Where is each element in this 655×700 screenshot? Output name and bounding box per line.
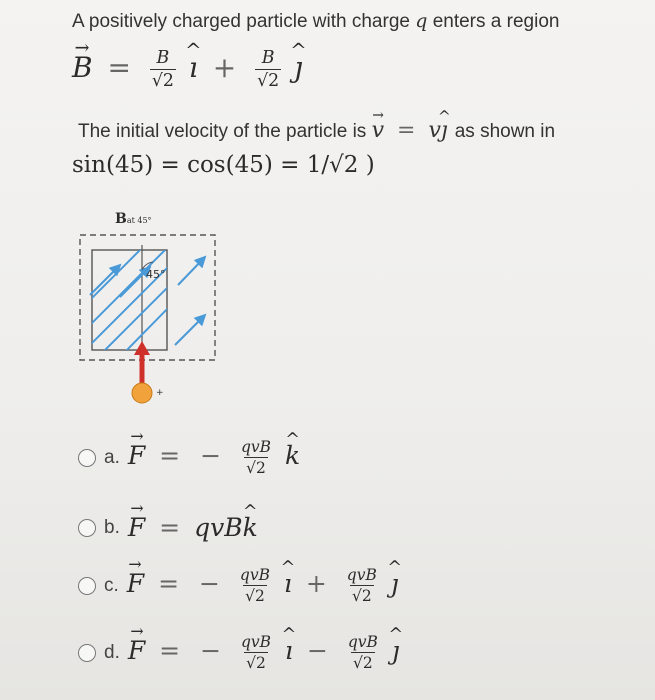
field-arrow-3 bbox=[178, 257, 205, 285]
option-c-equals: = bbox=[158, 569, 180, 598]
velocity-tail-text: as shown in bbox=[454, 121, 556, 142]
option-d-num2: qvB bbox=[347, 633, 378, 651]
option-a[interactable] bbox=[78, 438, 300, 477]
trig-identity: sin(45) = cos(45) = 1/√2 ) bbox=[72, 152, 375, 178]
field-diagram bbox=[70, 205, 230, 425]
option-d-equals: = bbox=[159, 636, 181, 665]
option-a-sign: − bbox=[200, 441, 222, 470]
option-d-unit1: ^ ı bbox=[285, 636, 293, 665]
plus-sign: + bbox=[212, 51, 237, 84]
option-b-equals: = bbox=[159, 513, 181, 542]
option-a-unit: ^ k bbox=[285, 441, 300, 470]
velocity-statement bbox=[78, 118, 555, 143]
option-c-unit1: ^ ı bbox=[284, 569, 292, 598]
velocity-text: The initial velocity of the particle is bbox=[78, 121, 367, 142]
velocity-vector-symbol: → v bbox=[372, 118, 384, 143]
unit-vector-j: ^ ȷ bbox=[294, 51, 303, 84]
option-a-den: √2 bbox=[246, 459, 266, 477]
option-b-force: → F bbox=[128, 513, 145, 542]
field-vector-symbol: → B bbox=[72, 51, 93, 84]
velocity-arrow-head bbox=[134, 341, 150, 355]
option-d-op: − bbox=[306, 636, 328, 665]
field-fraction-y-num: B bbox=[261, 48, 275, 68]
unit-vector-i: ^ ı bbox=[189, 51, 198, 84]
field-fraction-y bbox=[255, 48, 281, 91]
option-c-num2: qvB bbox=[346, 566, 377, 584]
magnetic-field-equation bbox=[72, 48, 303, 91]
field-fraction-x-den: √2 bbox=[151, 71, 174, 91]
option-c-letter: c. bbox=[104, 574, 119, 596]
option-a-radio[interactable] bbox=[78, 449, 96, 467]
option-c-num1: qvB bbox=[239, 566, 270, 584]
option-a-num: qvB bbox=[240, 438, 272, 456]
charged-particle bbox=[132, 383, 152, 403]
option-d-num1: qvB bbox=[240, 633, 272, 651]
option-d-letter: d. bbox=[104, 641, 120, 663]
option-c-op: + bbox=[305, 569, 327, 598]
field-arrow-4 bbox=[175, 315, 205, 345]
option-c-force: → F bbox=[127, 569, 144, 598]
option-d-den2: √2 bbox=[353, 654, 373, 672]
field-region-svg bbox=[70, 205, 230, 425]
field-label-sub: at 45° bbox=[126, 216, 152, 225]
option-b-radio[interactable] bbox=[78, 519, 96, 537]
velocity-equals: = bbox=[397, 118, 416, 143]
question-prompt bbox=[72, 10, 655, 33]
option-c-radio[interactable] bbox=[78, 577, 96, 595]
option-c-unit2: ^ ȷ bbox=[391, 569, 399, 598]
prompt-charge-symbol: q bbox=[415, 10, 428, 32]
option-d-radio[interactable] bbox=[78, 644, 96, 662]
field-arrow-1 bbox=[90, 265, 120, 295]
option-a-letter: a. bbox=[104, 446, 120, 468]
field-fraction-x bbox=[150, 48, 176, 91]
option-c-sign: − bbox=[199, 569, 220, 598]
field-fraction-x-num: B bbox=[156, 48, 170, 68]
prompt-text-start: A positively charged particle with charge bbox=[72, 11, 410, 32]
option-d-force: → F bbox=[128, 636, 145, 665]
field-fraction-y-den: √2 bbox=[257, 71, 280, 91]
option-a-force: → F bbox=[128, 441, 145, 470]
option-c-den2: √2 bbox=[351, 587, 372, 605]
field-label: Bat 45° bbox=[115, 211, 152, 227]
option-c[interactable] bbox=[78, 566, 399, 605]
prompt-text-end: enters a region bbox=[432, 11, 560, 32]
option-d[interactable] bbox=[78, 633, 400, 672]
charge-sign: + bbox=[156, 388, 164, 398]
option-d-sign: − bbox=[200, 636, 222, 665]
outer-dashed-region bbox=[80, 235, 215, 360]
velocity-unit-j: ^ ȷ bbox=[441, 118, 448, 143]
angle-label: 45° bbox=[146, 268, 166, 281]
option-b-letter: b. bbox=[104, 516, 120, 538]
option-b[interactable] bbox=[78, 513, 258, 542]
option-c-den1: √2 bbox=[245, 587, 265, 605]
equals-sign: = bbox=[107, 51, 131, 84]
option-b-unit: ^ k bbox=[243, 513, 258, 542]
option-d-den1: √2 bbox=[246, 654, 266, 672]
option-b-expr: qvB bbox=[194, 513, 243, 542]
option-d-unit2: ^ ȷ bbox=[392, 636, 400, 665]
velocity-magnitude: v bbox=[428, 118, 441, 143]
option-a-equals: = bbox=[159, 441, 181, 470]
